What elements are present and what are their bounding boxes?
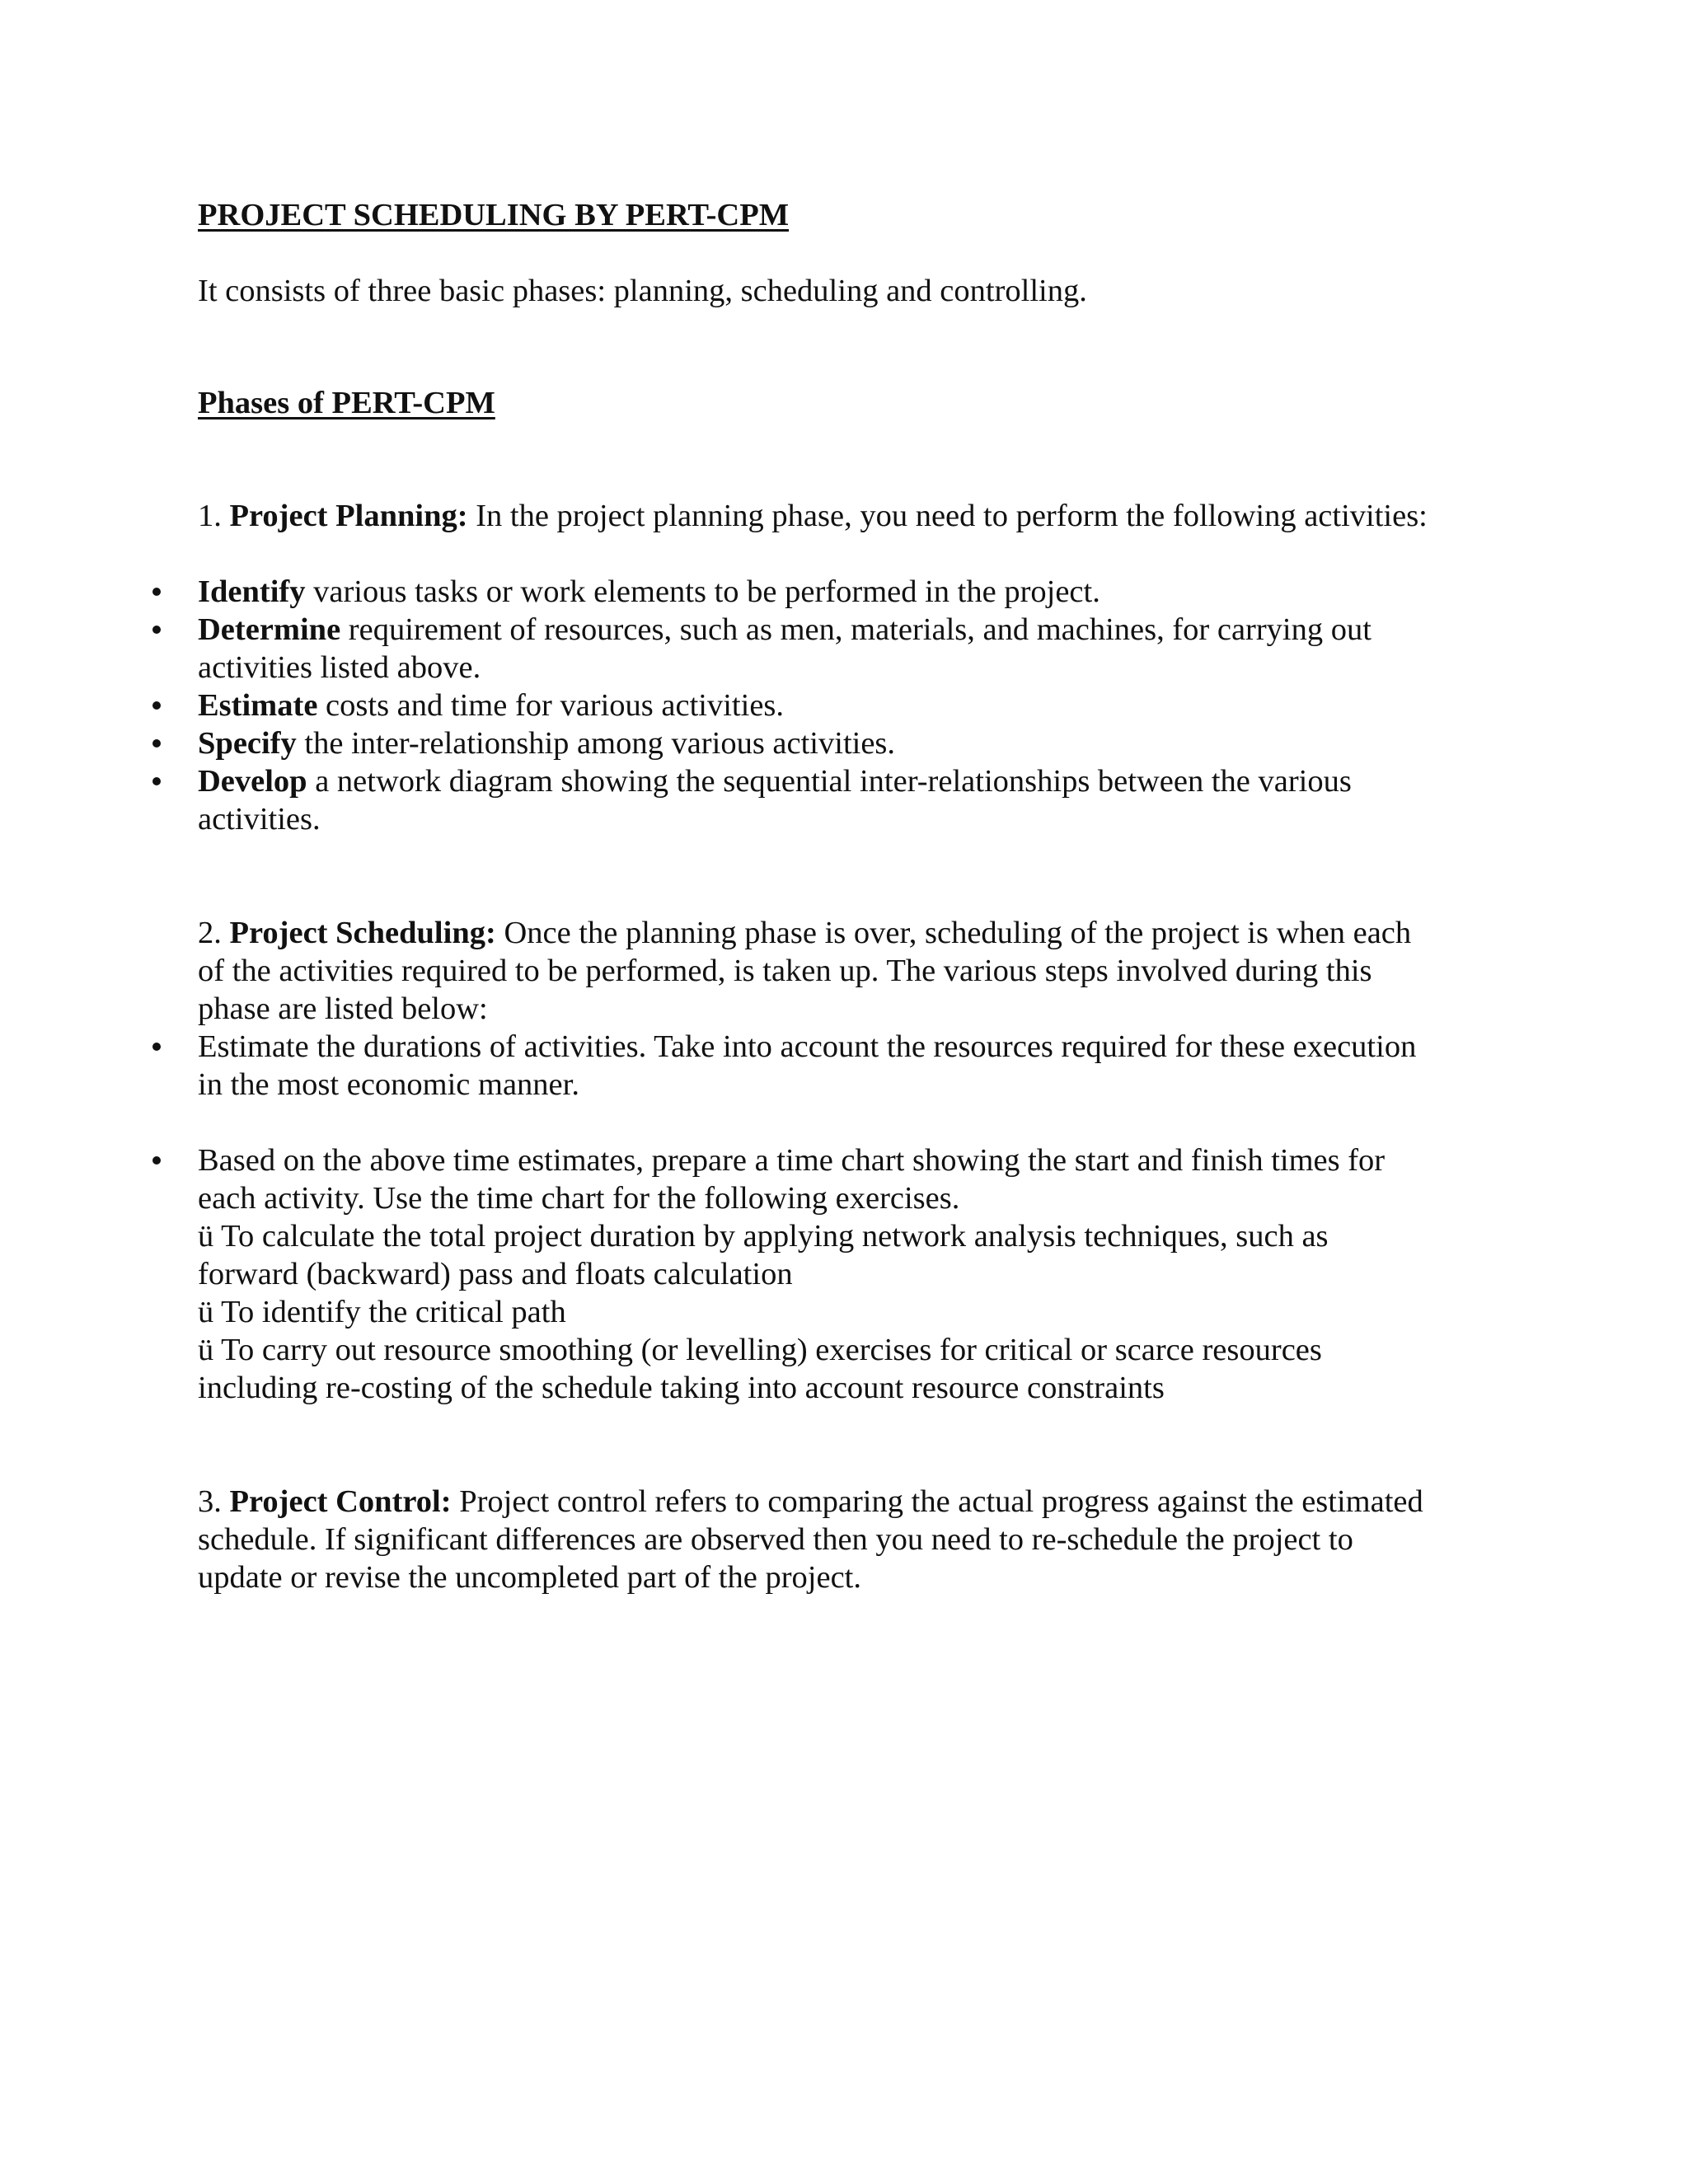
planning-text: In the project planning phase, you need to perform the following activities: <box>476 499 1428 533</box>
list-item <box>198 724 895 762</box>
list-item-continuation: in the most economic manner. <box>198 1067 579 1102</box>
scheduling-number: 2. <box>198 916 222 950</box>
bullet-icon <box>149 762 166 800</box>
sub-item: ü To carry out resource smoothing (or levelling) exercises for critical or scarce resources <box>198 1333 1322 1367</box>
control-label: Project Control: <box>229 1484 452 1519</box>
control-text-line: update or revise the uncompleted part of the project. <box>198 1560 861 1595</box>
planning-label: Project Planning: <box>229 499 468 533</box>
planning-number: 1. <box>198 499 222 533</box>
sub-item: ü To identify the critical path <box>198 1295 566 1329</box>
list-item-term: Identify <box>198 574 306 609</box>
phases-heading: Phases of PERT-CPM <box>198 386 495 420</box>
list-item <box>198 573 1100 611</box>
control-text: Project control refers to comparing the actual progress against the estimated <box>459 1484 1423 1519</box>
scheduling-text-line: of the activities required to be performed, is taken up. The various steps involved during this <box>198 954 1372 988</box>
list-item-text: a network diagram showing the sequential inter-relationships between the various <box>315 764 1352 799</box>
scheduling-paragraph <box>198 914 1411 952</box>
control-text-line: schedule. If significant differences are observed then you need to re-schedule the project to <box>198 1522 1353 1557</box>
control-number: 3. <box>198 1484 222 1519</box>
list-item-text: requirement of resources, such as men, materials, and machines, for carrying out <box>348 612 1372 647</box>
bullet-icon <box>149 724 166 762</box>
bullet-icon <box>149 1028 166 1066</box>
scheduling-label: Project Scheduling: <box>229 916 496 950</box>
list-item-term: Develop <box>198 764 307 799</box>
sub-item-continuation: forward (backward) pass and floats calculation <box>198 1257 793 1291</box>
planning-paragraph <box>198 497 1428 535</box>
list-item <box>198 687 784 724</box>
list-item: Estimate the durations of activities. Take into account the resources required for these execution <box>198 1029 1417 1064</box>
list-item: Based on the above time estimates, prepare a time chart showing the start and finish times for <box>198 1143 1386 1178</box>
list-item-text: various tasks or work elements to be performed in the project. <box>313 574 1100 609</box>
bullet-icon <box>149 687 166 724</box>
list-item-term: Estimate <box>198 688 318 723</box>
list-item-continuation: each activity. Use the time chart for the following exercises. <box>198 1181 960 1216</box>
control-paragraph <box>198 1483 1423 1521</box>
sub-item-continuation: including re-costing of the schedule taking into account resource constraints <box>198 1371 1165 1405</box>
list-item <box>198 611 1372 649</box>
list-item-term: Specify <box>198 726 297 761</box>
bullet-icon <box>149 1141 166 1179</box>
list-item-text: the inter-relationship among various activities. <box>304 726 896 761</box>
list-item <box>198 762 1352 800</box>
intro-paragraph: It consists of three basic phases: planning, scheduling and controlling. <box>198 274 1087 308</box>
list-item-term: Determine <box>198 612 341 647</box>
list-item-text: costs and time for various activities. <box>326 688 785 723</box>
page-title: PROJECT SCHEDULING BY PERT-CPM <box>198 198 790 232</box>
bullet-icon <box>149 611 166 649</box>
list-item-continuation: activities listed above. <box>198 650 481 685</box>
sub-item: ü To calculate the total project duration by applying network analysis techniques, such as <box>198 1219 1329 1254</box>
scheduling-text: Once the planning phase is over, scheduling of the project is when each <box>504 916 1412 950</box>
scheduling-text-line: phase are listed below: <box>198 991 488 1026</box>
bullet-icon <box>149 573 166 611</box>
list-item-continuation: activities. <box>198 802 321 837</box>
